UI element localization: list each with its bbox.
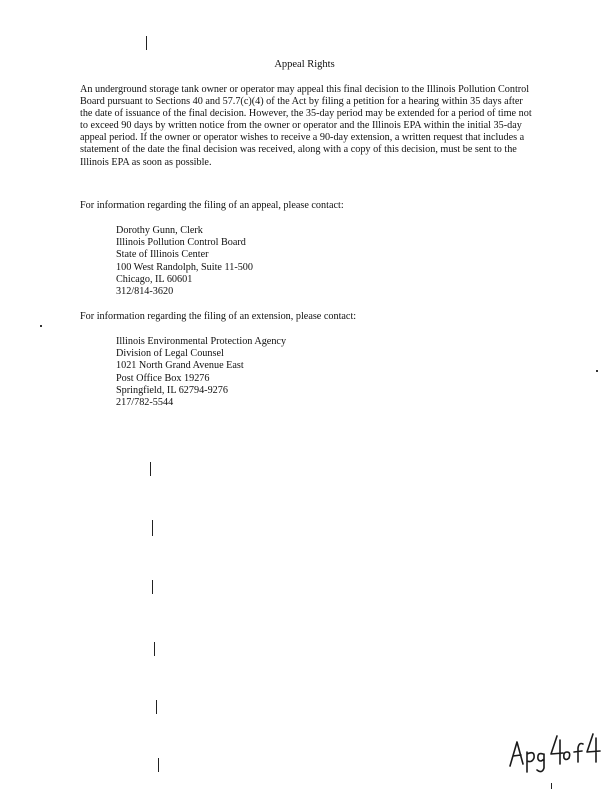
- scan-artifact-mark: [152, 580, 153, 594]
- appeal-contact-address: [116, 225, 253, 298]
- scan-artifact-mark: [146, 36, 147, 50]
- address-line: Post Office Box 19276: [116, 372, 210, 384]
- scan-artifact-mark: [150, 462, 151, 476]
- scan-artifact-dot: [40, 325, 42, 327]
- address-line: Dorothy Gunn, Clerk: [116, 225, 203, 236]
- address-line: Division of Legal Counsel: [116, 348, 224, 360]
- address-line: 100 West Randolph, Suite 11-500: [116, 261, 253, 273]
- scan-artifact-mark: [156, 700, 157, 714]
- page-title: Appeal Rights: [274, 59, 335, 70]
- appeal-rights-paragraph: An underground storage tank owner or operator may appeal this final decision to the Illinois Pollution Control Board pursuant to Sections 40 and 57.7(c)(4) of the Act by filing a petition for a hearing within 35 days after the date of issuance of the final decision. However, the 35-day period may be extended for a period of time not to exceed 90 days by written notice from the owner or operator and the Illinois EPA within the initial 35-day appeal period. If the owner or operator wishes to receive a 90-day extension, a written request that includes a statement of the date the final decision was received, along with a copy of this decision, must be sent to the Illinois EPA as soon as possible.: [80, 84, 532, 168]
- address-line: 312/814-3620: [116, 286, 174, 298]
- address-line: 217/782-5544: [116, 397, 174, 409]
- address-line: 1021 North Grand Avenue East: [116, 360, 244, 372]
- address-line: Chicago, IL 60601: [116, 273, 193, 285]
- scan-artifact-mark: [154, 642, 155, 656]
- scan-artifact-mark: [152, 520, 153, 536]
- scan-artifact-dot: [596, 370, 598, 372]
- address-line: Illinois Environmental Protection Agency: [116, 336, 287, 347]
- extension-contact-address: [116, 336, 286, 409]
- scan-artifact-mark: [158, 758, 159, 772]
- address-line: Springfield, IL 62794-9276: [116, 384, 228, 396]
- appeal-contact-label: For information regarding the filing of an appeal, please contact:: [80, 200, 344, 211]
- handwritten-page-note: [505, 728, 605, 788]
- address-line: State of Illinois Center: [116, 249, 209, 261]
- address-line: Illinois Pollution Control Board: [116, 237, 246, 249]
- extension-contact-label: For information regarding the filing of an extension, please contact:: [80, 311, 357, 322]
